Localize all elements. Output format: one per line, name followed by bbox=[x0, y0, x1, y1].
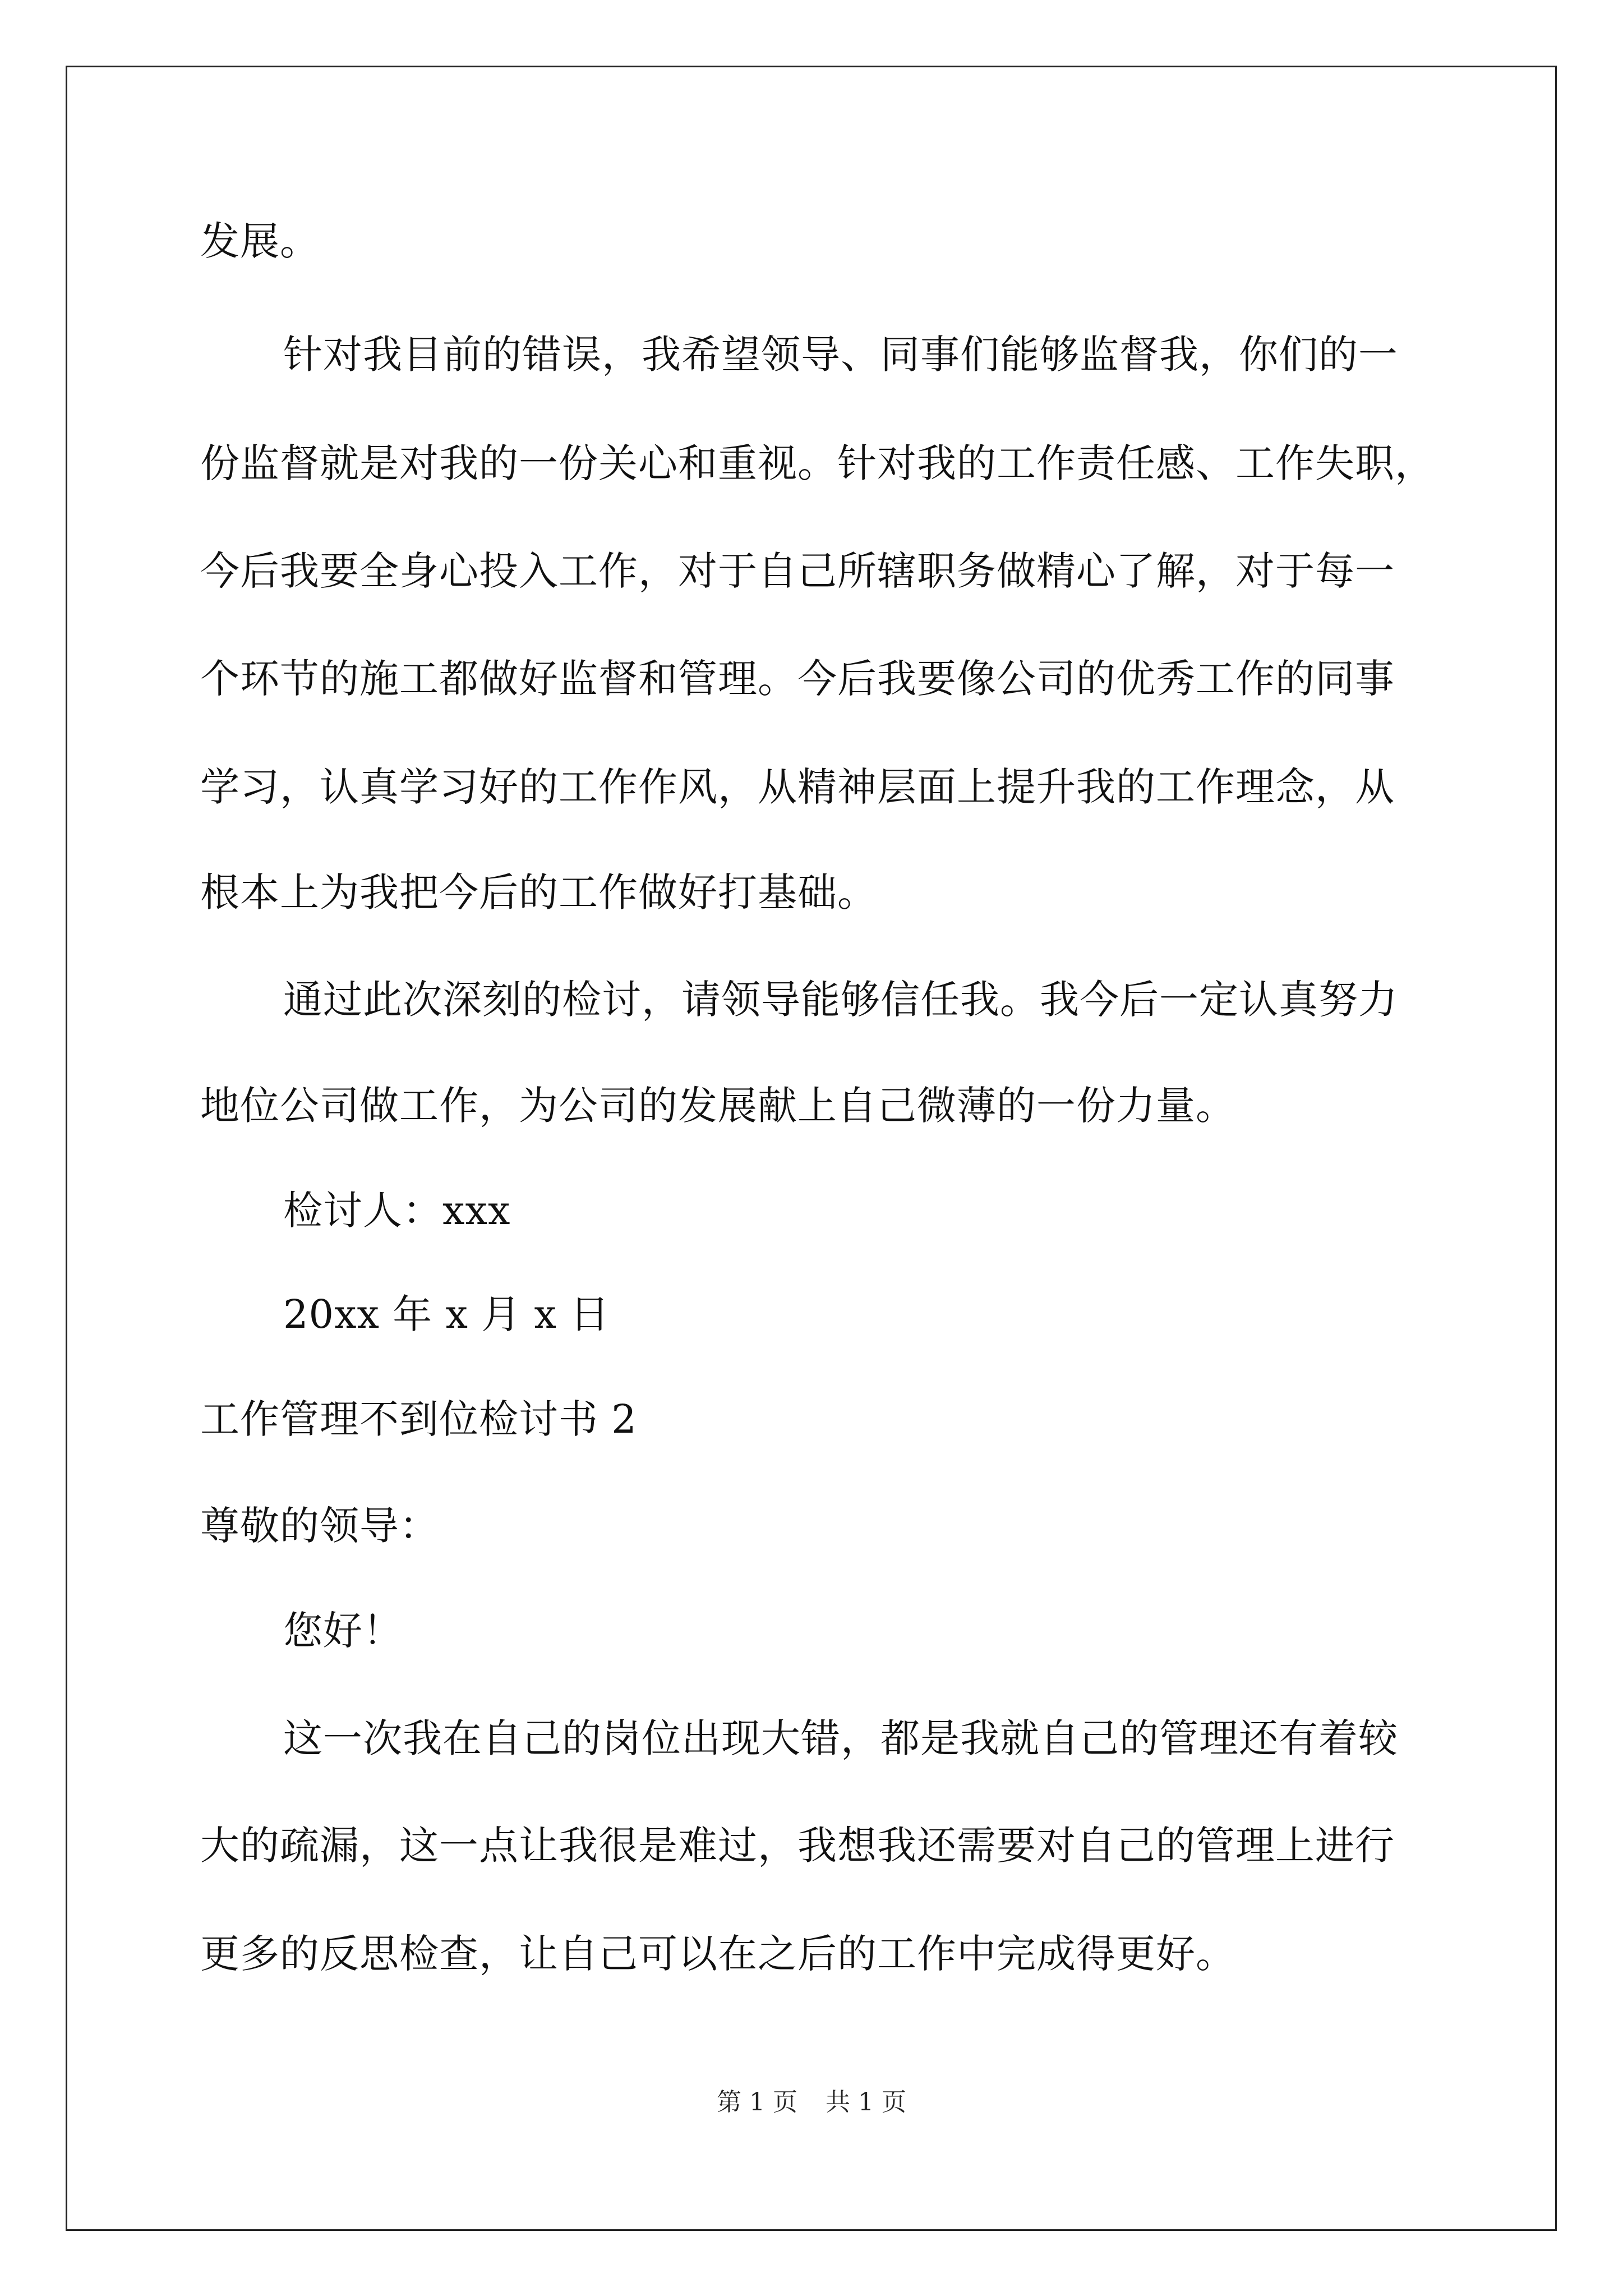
paragraph-line: 个环节的施工都做好监督和管理。今后我要像公司的优秀工作的同事 bbox=[200, 656, 1395, 702]
paragraph-line: 通过此次深刻的检讨，请领导能够信任我。我今后一定认真努力 bbox=[283, 977, 1398, 1023]
section-title: 工作管理不到位检讨书 2 bbox=[200, 1396, 637, 1442]
paragraph-line: 地位公司做工作，为公司的发展献上自己微薄的一份力量。 bbox=[200, 1083, 1235, 1129]
page-border bbox=[66, 66, 1557, 2231]
greeting: 您好！ bbox=[283, 1608, 403, 1654]
paragraph-line: 大的疏漏，这一点让我很是难过，我想我还需要对自己的管理上进行 bbox=[200, 1823, 1395, 1869]
page-footer bbox=[0, 2086, 1623, 2119]
paragraph-line: 这一次我在自己的岗位出现大错，都是我就自己的管理还有着较 bbox=[283, 1715, 1398, 1761]
page-total: 共 1 页 bbox=[826, 2088, 906, 2116]
signature-line: 检讨人：xxx bbox=[283, 1188, 511, 1234]
paragraph-line: 份监督就是对我的一份关心和重视。针对我的工作责任感、工作失职， bbox=[200, 440, 1435, 486]
paragraph-line: 根本上为我把今后的工作做好打基础。 bbox=[200, 869, 877, 915]
page-number: 第 1 页 bbox=[717, 2088, 797, 2116]
paragraph-line: 更多的反思检查，让自己可以在之后的工作中完成得更好。 bbox=[200, 1931, 1235, 1977]
paragraph-line: 学习，认真学习好的工作作风，从精神层面上提升我的工作理念，从 bbox=[200, 764, 1395, 810]
salutation: 尊敬的领导： bbox=[200, 1503, 439, 1549]
date-line: 20xx 年 x 月 x 日 bbox=[283, 1291, 610, 1337]
paragraph-line: 今后我要全身心投入工作，对于自己所辖职务做精心了解，对于每一 bbox=[200, 548, 1395, 594]
paragraph-line: 针对我目前的错误，我希望领导、同事们能够监督我，你们的一 bbox=[283, 332, 1398, 378]
paragraph-line: 发展。 bbox=[200, 218, 320, 264]
